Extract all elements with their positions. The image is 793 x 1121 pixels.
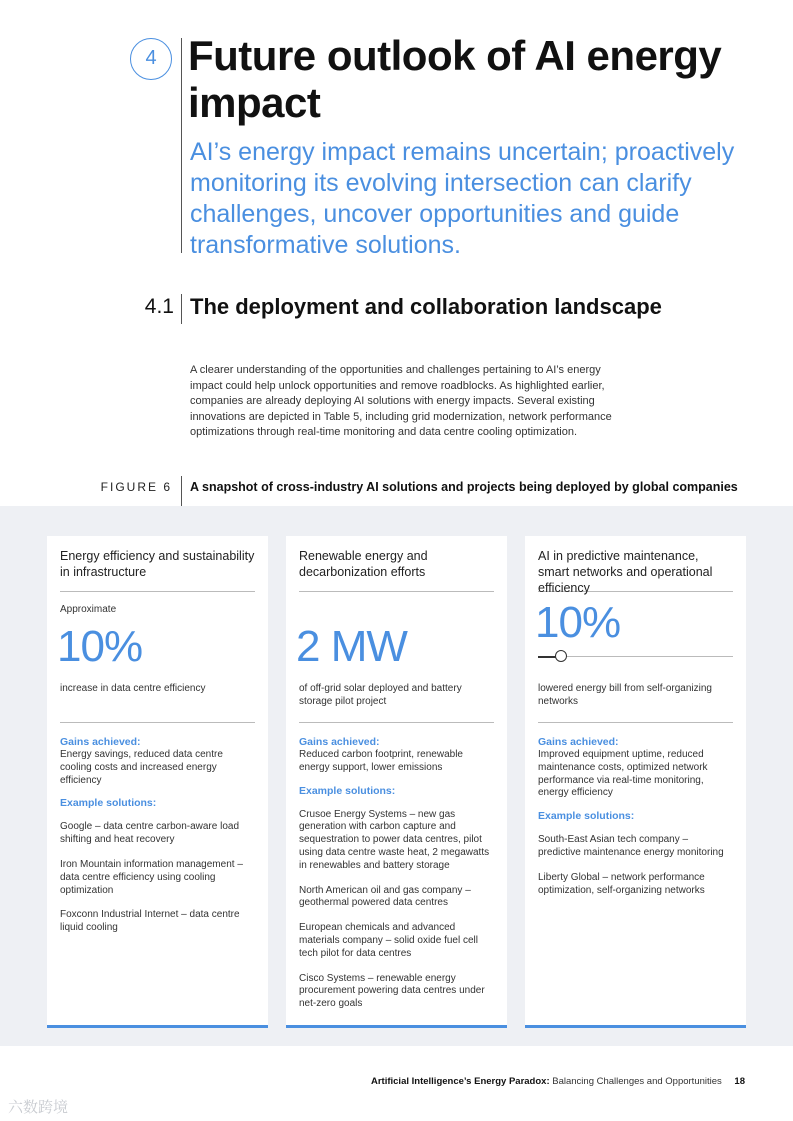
stat-description: of off-grid solar deployed and battery storage pilot project (299, 683, 462, 707)
stat-value: 10% (57, 622, 143, 671)
solution-card-predictive (525, 536, 746, 1028)
solution-item: Iron Mountain information management – data centre efficiency using cooling optimization (60, 858, 243, 896)
solution-item: Foxconn Industrial Internet – data centre liquid cooling (60, 909, 240, 934)
stat-track-line (538, 656, 733, 657)
card-title: Energy efficiency and sustainability in infrastructure (60, 549, 255, 579)
solution-item: South-East Asian tech company – predictive maintenance energy monitoring (538, 834, 724, 858)
gains-heading: Gains achieved: (299, 736, 380, 748)
solution-item: Cisco Systems – renewable energy procurement powering data centres under net-zero goals (299, 972, 485, 1010)
gains-text: Improved equipment uptime, reduced maintenance costs, optimized network performance via real-time monitoring, energy efficiency (538, 749, 708, 799)
solution-card-renewables (286, 536, 507, 1028)
stat-value: 10% (535, 598, 621, 647)
divider-line (181, 38, 182, 253)
gains-text: Reduced carbon footprint, renewable energy support, lower emissions (299, 749, 463, 773)
solutions-heading: Example solutions: (60, 797, 157, 810)
chapter-title: Future outlook of AI energy impact (188, 32, 722, 126)
divider-line (181, 294, 182, 324)
figure-title: A snapshot of cross-industry AI solutions and projects being deployed by global companies (190, 480, 738, 494)
stat-prefix: Approximate (60, 604, 117, 615)
solutions-list (299, 809, 494, 1011)
gains-text: Energy savings, reduced data centre cooling costs and increased energy efficiency (60, 749, 223, 786)
card-title: AI in predictive maintenance, smart networks and operational efficiency (538, 549, 713, 595)
figure-label: FIGURE 6 (100, 480, 172, 494)
decrease-indicator-icon (555, 650, 567, 662)
solution-item: Crusoe Energy Systems – new gas generation with carbon capture and sequestration to power data centres, pilot using data centre waste heat, 2 megawatts in renewables and battery storage (299, 808, 490, 871)
page-footer (371, 1076, 745, 1087)
solutions-heading: Example solutions: (538, 810, 635, 823)
solution-card-efficiency (47, 536, 268, 1028)
stat-description: lowered energy bill from self-organizing networks (538, 683, 712, 707)
solutions-heading: Example solutions: (299, 784, 396, 797)
solutions-list (60, 821, 255, 935)
solution-item: European chemicals and advanced materials company – solid oxide fuel cell tech pilot for data centres (299, 922, 478, 959)
solution-item: Google – data centre carbon-aware load shifting and heat recovery (60, 821, 240, 846)
intro-paragraph: A clearer understanding of the opportunities and challenges pertaining to AI’s energy impact could help unlock opportunities and remove roadblocks. As highlighted earlier, companies are already deploying AI solutions with energy impacts. Several existing innovations are depicted in Table 5, including grid modernization, network performance optimizations through real-time monitoring and data centre cooling optimization. (190, 364, 612, 439)
decrease-indicator-stem (538, 656, 556, 658)
chapter-number-badge: 4 (130, 38, 172, 80)
section-number: 4.1 (144, 295, 174, 318)
card-title: Renewable energy and decarbonization efforts (299, 549, 428, 579)
watermark-logo: 六数跨境 (8, 1099, 69, 1116)
gains-heading: Gains achieved: (538, 736, 619, 748)
page-number: 18 (734, 1076, 745, 1087)
solution-item: Liberty Global – network performance optimization, self-organizing networks (538, 871, 705, 896)
gains-heading: Gains achieved: (60, 736, 141, 748)
section-title: The deployment and collaboration landscape (190, 294, 662, 319)
stat-value: 2 MW (296, 622, 407, 671)
solution-item: North American oil and gas company – geothermal powered data centres (299, 884, 471, 909)
footer-report-title: Artificial Intelligence’s Energy Paradox: (370, 1076, 550, 1087)
divider-line (181, 476, 182, 506)
footer-report-subtitle: Balancing Challenges and Opportunities (552, 1076, 722, 1087)
solutions-list (538, 834, 733, 897)
stat-description: increase in data centre efficiency (60, 683, 206, 694)
chapter-subtitle: AI’s energy impact remains uncertain; proactively monitoring its evolving intersection can clarify challenges, uncover opportunities and guide transformative solutions. (190, 138, 735, 259)
